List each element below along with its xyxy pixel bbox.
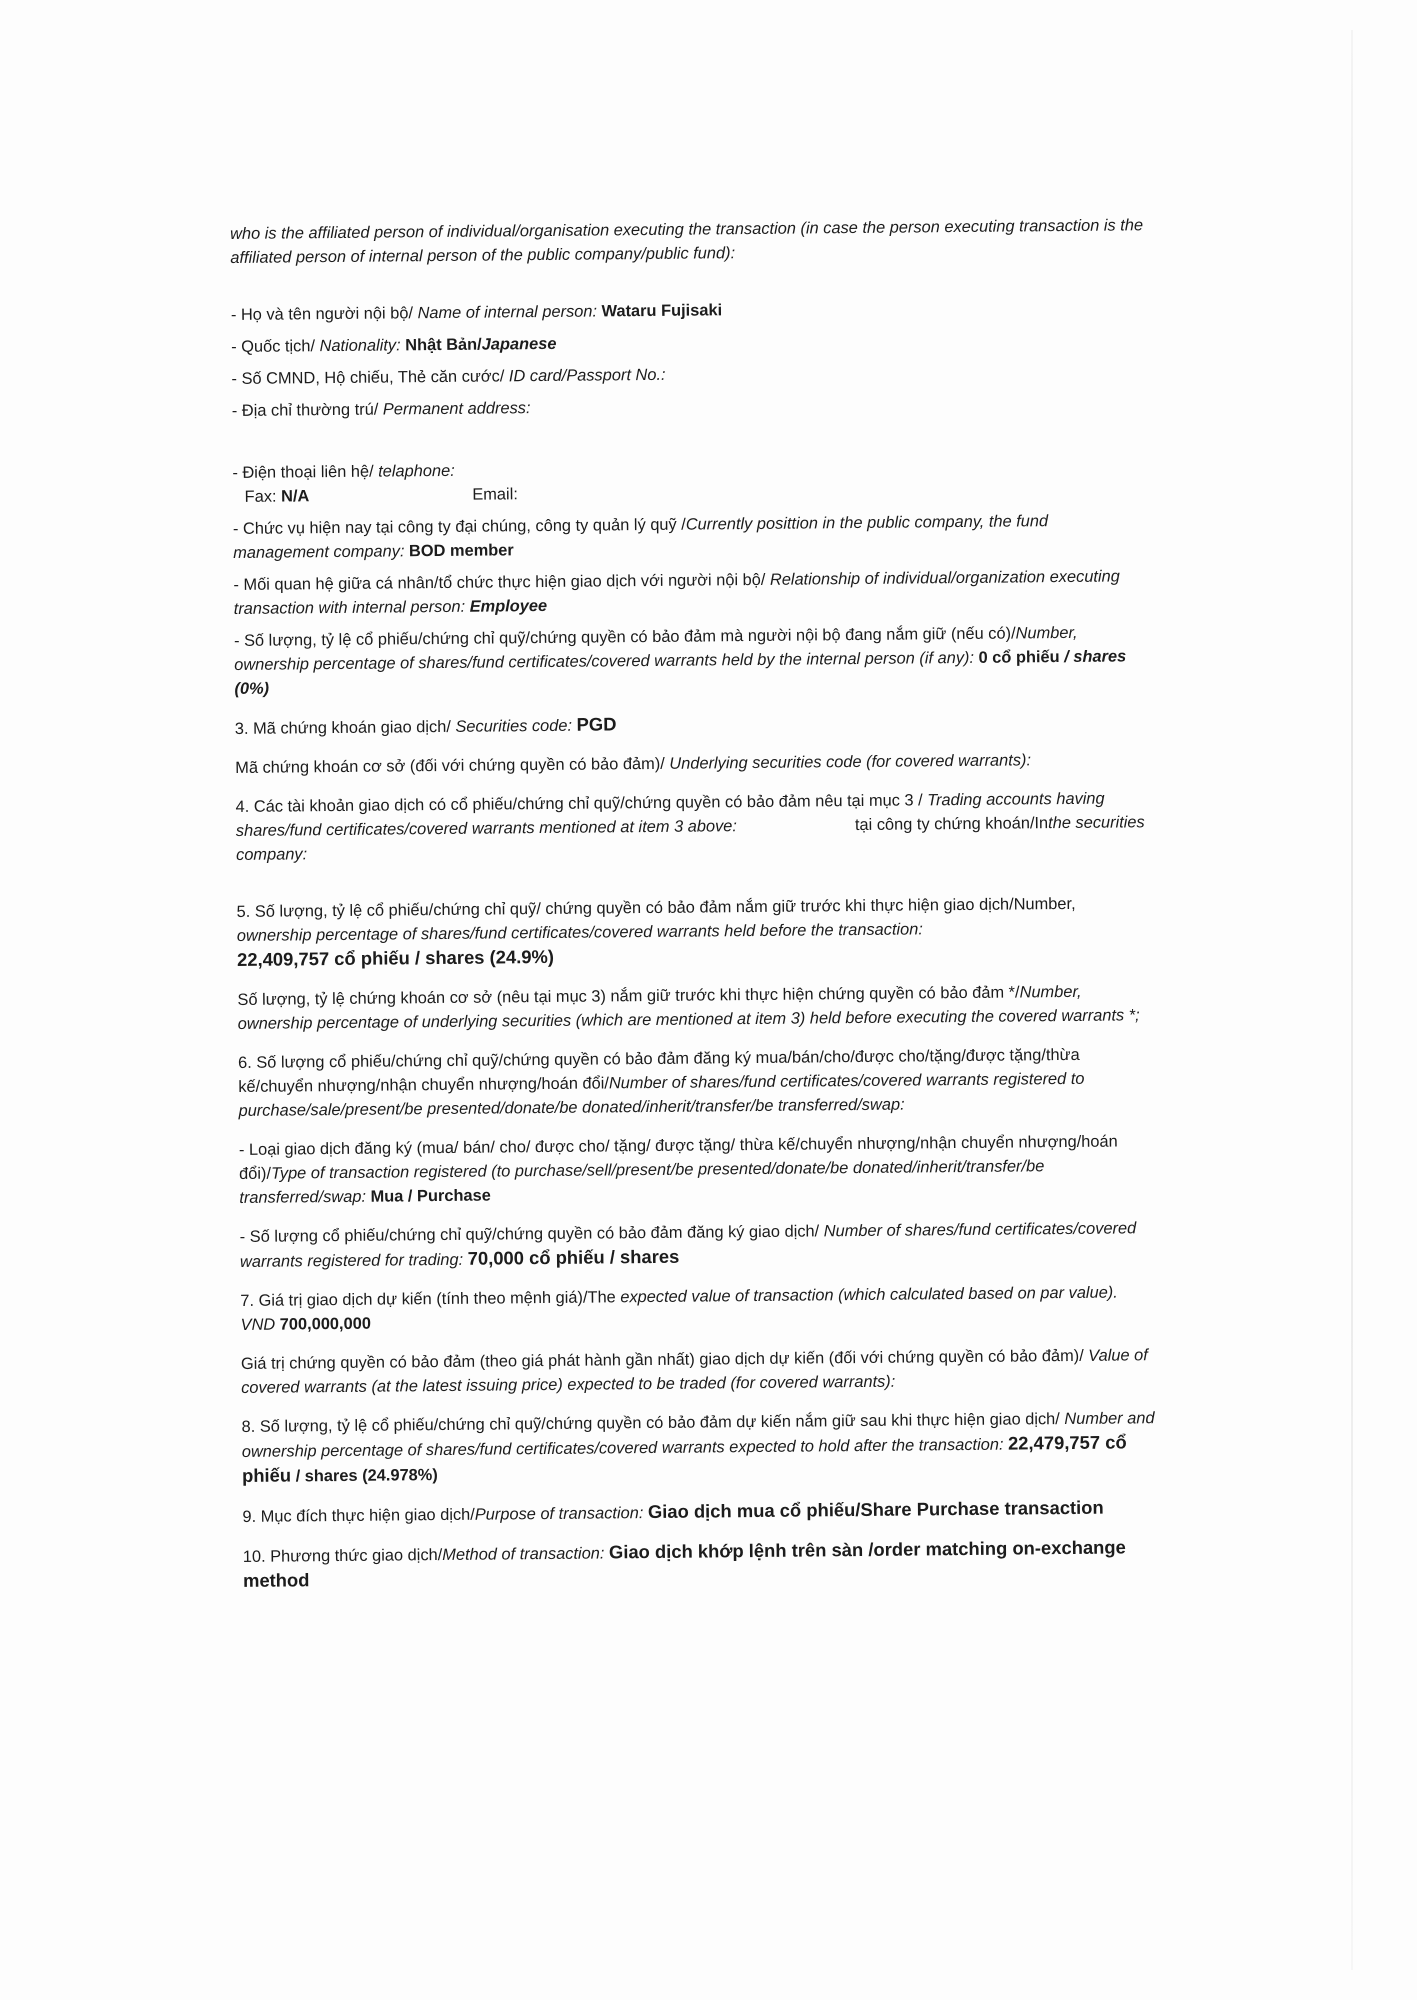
section-10-method: 10. Phương thức giao dịch/Method of transaction: Giao dịch khớp lệnh trên sàn /order matching on-exchange method bbox=[242, 1536, 1126, 1591]
document-body bbox=[230, 213, 1158, 1609]
section-4-trading-accounts: 4. Các tài khoản giao dịch có cổ phiếu/chứng chỉ quỹ/chứng quyền có bảo đảm nêu tại mục 3 / Trading accounts having shares/fund certificates/covered warrants mentioned at item 3 above: tại công ty chứng khoán/Inthe securities company: bbox=[235, 789, 1145, 864]
email-label: Email: bbox=[472, 485, 518, 504]
holding-before-value: 22,409,757 cổ phiếu / shares (24.9%) bbox=[236, 945, 555, 970]
section-7-covered-warrant-value: Giá trị chứng quyền có bảo đảm (theo giá phát hành gần nhất) giao dịch dự kiến (đối với chứng quyền có bảo đảm)/ Value of covered warrants (at the latest issuing price) expected to be traded (for covered warrants): bbox=[240, 1346, 1148, 1397]
section-7-expected-value: 7. Giá trị giao dịch dự kiến (tính theo mệnh giá)/The expected value of transaction (which calculated based on par value). VND 700,000,000 bbox=[240, 1283, 1118, 1334]
nationality: - Quốc tịch/ Nationality: Nhật Bản/Japanese bbox=[231, 334, 557, 356]
section-6-registered-quantity: - Số lượng cổ phiếu/chứng chỉ quỹ/chứng quyền có bảo đảm đăng ký giao dịch/ Number of shares/fund certificates/covered warrants registered for trading: 70,000 cổ phiếu / shares bbox=[239, 1219, 1137, 1271]
fax-email-line: Fax: N/A Email: bbox=[233, 476, 1148, 509]
current-position: - Chức vụ hiện nay tại công ty đại chúng, công ty quản lý quỹ /Currently posittion in the public company, the fund management company: BOD member bbox=[232, 512, 1049, 562]
internal-person-holding: - Số lượng, tỷ lệ cổ phiếu/chứng chỉ quỹ/chứng quyền có bảo đảm mà người nội bộ đang nắm giữ (nếu có)/Number, ownership percentage of shares/fund certificates/covered warrants held by the internal person (if any): 0 cổ phiếu / shares (0%) bbox=[233, 623, 1127, 698]
page-edge-shadow bbox=[1351, 30, 1353, 1970]
section-6-registered-shares: 6. Số lượng cổ phiếu/chứng chỉ quỹ/chứng quyền có bảo đảm đăng ký mua/bán/cho/được cho/tặng/được tặng/thừa kế/chuyển nhượng/nhận chuyển nhượng/hoán đổi/Number of shares/fund certificates/covered warrants registered to purchase/sale/present/be presented/donate/be donated/inherit/transfer/be transferred/swap: bbox=[237, 1045, 1085, 1120]
permanent-address: - Địa chỉ thường trú/ Permanent address: bbox=[231, 399, 531, 420]
section-5-holding-before: 5. Số lượng, tỷ lệ cổ phiếu/chứng chỉ quỹ/ chứng quyền có bảo đảm nắm giữ trước khi thực hiện giao dịch/Number, ownership percentage of shares/fund certificates/covered warrants held before the transaction: 22,409,757 cổ phiếu / shares (24.9%) bbox=[236, 894, 1076, 970]
section-8-holding-after: 8. Số lượng, tỷ lệ cổ phiếu/chứng chỉ quỹ/chứng quyền có bảo đảm dự kiến nắm giữ sau khi thực hiện giao dịch/ Number and ownership percentage of shares/fund certificates/covered warrants expected to hold after the transaction: 22,479,757 cổ phiếu / shares (24.978%) bbox=[241, 1409, 1155, 1486]
section-5-underlying-holding: Số lượng, tỷ lệ chứng khoán cơ sở (nêu tại mục 3) nắm giữ trước khi thực hiện chứng quyền có bảo đảm */Number, ownership percentage of underlying securities (which are mentioned at item 3) held before executing the covered warrants *; bbox=[237, 982, 1140, 1033]
internal-person-name: - Họ và tên người nội bộ/ Name of internal person: Wataru Fujisaki bbox=[230, 301, 723, 324]
id-card-number: - Số CMND, Hộ chiếu, Thẻ căn cước/ ID card/Passport No.: bbox=[231, 365, 666, 388]
section-9-purpose: 9. Mục đích thực hiện giao dịch/Purpose of transaction: Giao dịch mua cổ phiếu/Share Purchase transaction bbox=[242, 1496, 1104, 1526]
relationship: - Mối quan hệ giữa cá nhân/tổ chức thực hiện giao dịch với người nội bộ/ Relationship of individual/organization executing transaction with internal person: Employee bbox=[233, 567, 1120, 618]
section-3-securities-code: 3. Mã chứng khoán giao dịch/ Securities code: PGD bbox=[234, 713, 617, 738]
section-6-transaction-type: - Loại giao dịch đăng ký (mua/ bán/ cho/ được cho/ tặng/ được tặng/ thừa kế/chuyển nhượng/nhận chuyển nhượng/hoán đổi)/Type of transaction registered (to purchase/sell/present/be presented/donate/be donated/inherit/transfer/be transferred/swap: Mua / Purchase bbox=[238, 1132, 1118, 1207]
telephone: - Điện thoại liên hệ/ telaphone: bbox=[232, 461, 455, 482]
intro-paragraph: who is the affiliated person of individual/organisation executing the transaction (in case the person executing transaction is the affiliated person of internal person of the public company/public fund): bbox=[230, 216, 1144, 267]
section-3-underlying-code: Mã chứng khoán cơ sở (đối với chứng quyền có bảo đảm)/ Underlying securities code (for covered warrants): bbox=[235, 751, 1032, 777]
